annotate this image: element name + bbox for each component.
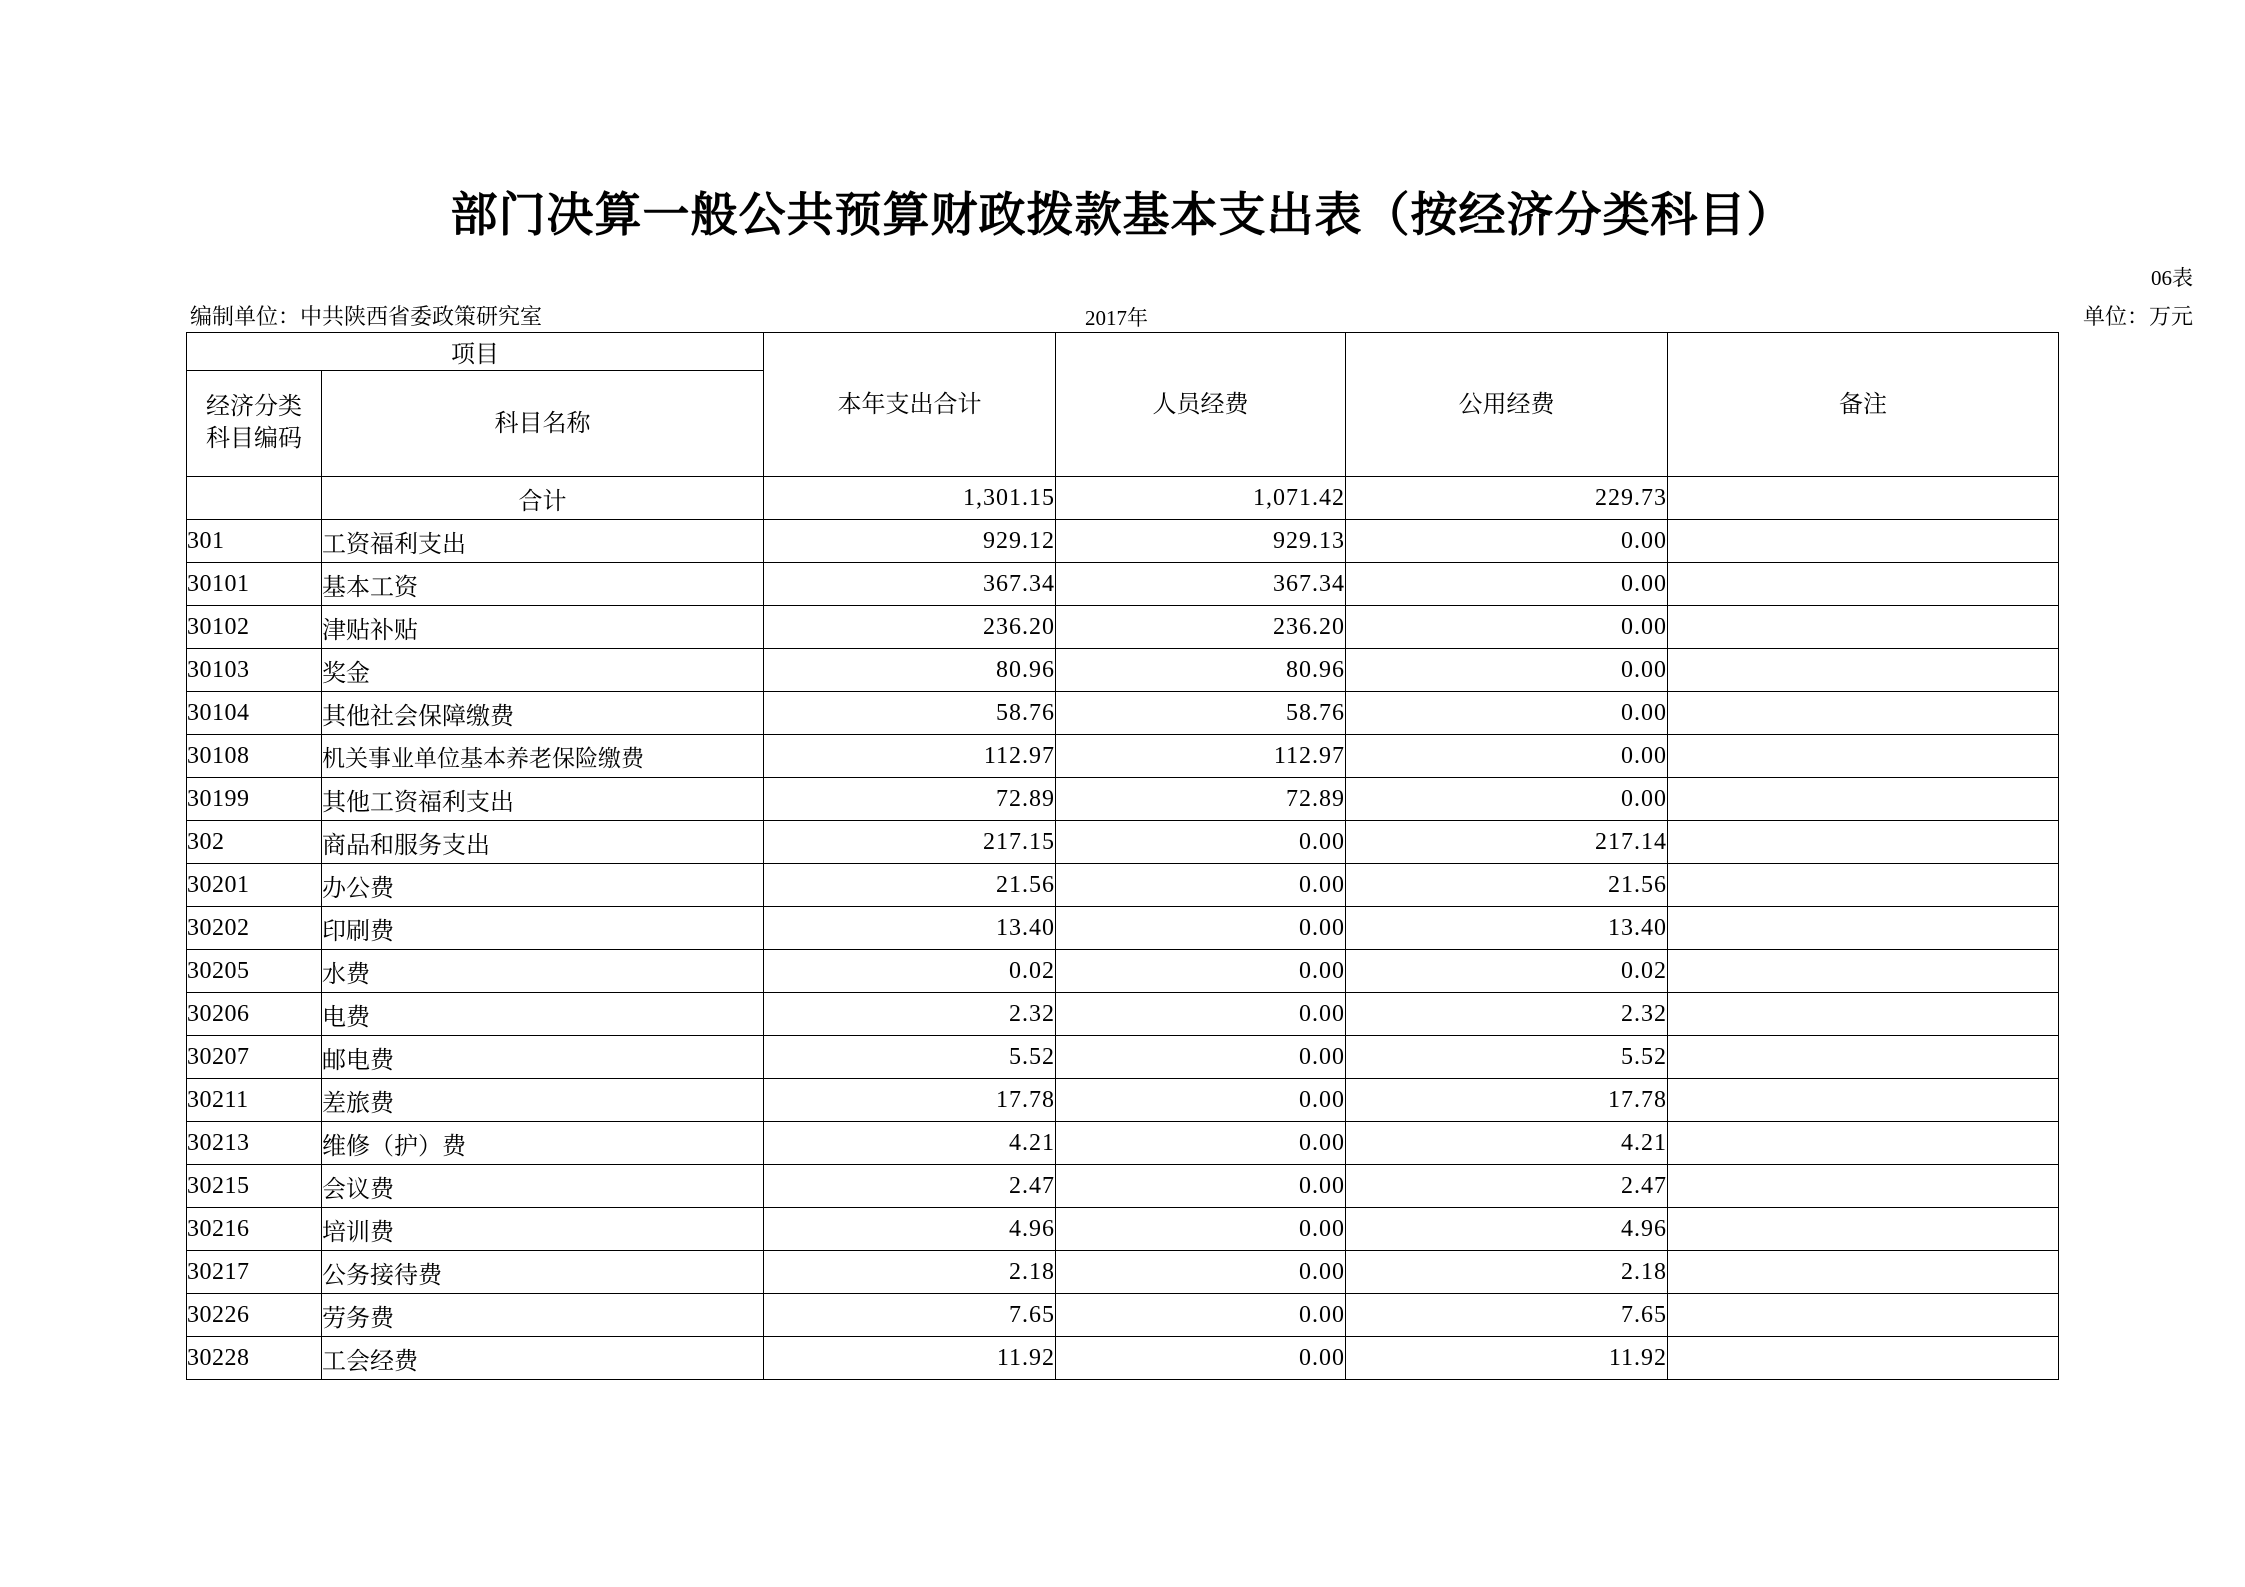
row-personnel: 80.96 bbox=[1056, 649, 1346, 692]
row-public: 17.78 bbox=[1346, 1079, 1668, 1122]
fiscal-year-label: 2017年 bbox=[1085, 306, 1148, 330]
header-code-col bbox=[187, 371, 322, 477]
row-personnel: 0.00 bbox=[1056, 821, 1346, 864]
row-note bbox=[1668, 993, 2059, 1036]
total-row-total: 1,301.15 bbox=[764, 477, 1056, 520]
table-row bbox=[187, 1337, 2059, 1380]
row-public: 5.52 bbox=[1346, 1036, 1668, 1079]
table-row bbox=[187, 1165, 2059, 1208]
row-total: 2.18 bbox=[764, 1251, 1056, 1294]
row-public: 4.96 bbox=[1346, 1208, 1668, 1251]
row-name: 电费 bbox=[322, 993, 764, 1036]
row-public: 0.00 bbox=[1346, 606, 1668, 649]
row-personnel: 72.89 bbox=[1056, 778, 1346, 821]
row-personnel: 0.00 bbox=[1056, 864, 1346, 907]
row-personnel: 367.34 bbox=[1056, 563, 1346, 606]
row-personnel: 0.00 bbox=[1056, 993, 1346, 1036]
amount-unit-label: 单位：万元 bbox=[2082, 304, 2193, 329]
row-name: 基本工资 bbox=[322, 563, 764, 606]
row-personnel: 0.00 bbox=[1056, 1165, 1346, 1208]
row-code: 30217 bbox=[187, 1251, 322, 1294]
row-name: 公务接待费 bbox=[322, 1251, 764, 1294]
row-personnel: 0.00 bbox=[1056, 907, 1346, 950]
table-row bbox=[187, 821, 2059, 864]
sheet-number: 06表 bbox=[2151, 266, 2193, 290]
row-personnel: 58.76 bbox=[1056, 692, 1346, 735]
row-name: 办公费 bbox=[322, 864, 764, 907]
row-name: 培训费 bbox=[322, 1208, 764, 1251]
row-total: 4.96 bbox=[764, 1208, 1056, 1251]
row-name: 水费 bbox=[322, 950, 764, 993]
table-row bbox=[187, 735, 2059, 778]
table-row bbox=[187, 778, 2059, 821]
table-row bbox=[187, 1079, 2059, 1122]
table-row bbox=[187, 563, 2059, 606]
row-personnel: 0.00 bbox=[1056, 950, 1346, 993]
table-row bbox=[187, 692, 2059, 735]
row-total: 0.02 bbox=[764, 950, 1056, 993]
row-public: 0.02 bbox=[1346, 950, 1668, 993]
row-public: 0.00 bbox=[1346, 778, 1668, 821]
total-row-public: 229.73 bbox=[1346, 477, 1668, 520]
header-name-col: 科目名称 bbox=[322, 371, 764, 477]
table-row bbox=[187, 1122, 2059, 1165]
row-personnel: 0.00 bbox=[1056, 1036, 1346, 1079]
row-personnel: 0.00 bbox=[1056, 1208, 1346, 1251]
row-note bbox=[1668, 520, 2059, 563]
row-code: 302 bbox=[187, 821, 322, 864]
row-total: 11.92 bbox=[764, 1337, 1056, 1380]
row-name: 其他工资福利支出 bbox=[322, 778, 764, 821]
row-name: 邮电费 bbox=[322, 1036, 764, 1079]
row-total: 4.21 bbox=[764, 1122, 1056, 1165]
row-name: 差旅费 bbox=[322, 1079, 764, 1122]
row-note bbox=[1668, 950, 2059, 993]
row-personnel: 236.20 bbox=[1056, 606, 1346, 649]
row-code: 30216 bbox=[187, 1208, 322, 1251]
row-code: 301 bbox=[187, 520, 322, 563]
row-code: 30213 bbox=[187, 1122, 322, 1165]
row-total: 5.52 bbox=[764, 1036, 1056, 1079]
row-public: 11.92 bbox=[1346, 1337, 1668, 1380]
row-name: 印刷费 bbox=[322, 907, 764, 950]
table-row bbox=[187, 649, 2059, 692]
row-personnel: 0.00 bbox=[1056, 1337, 1346, 1380]
row-public: 0.00 bbox=[1346, 563, 1668, 606]
row-note bbox=[1668, 606, 2059, 649]
row-note bbox=[1668, 1036, 2059, 1079]
row-note bbox=[1668, 1251, 2059, 1294]
row-public: 13.40 bbox=[1346, 907, 1668, 950]
row-total: 7.65 bbox=[764, 1294, 1056, 1337]
table-row bbox=[187, 864, 2059, 907]
row-public: 0.00 bbox=[1346, 692, 1668, 735]
header-public-col: 公用经费 bbox=[1346, 333, 1668, 477]
row-note bbox=[1668, 649, 2059, 692]
header-note-col: 备注 bbox=[1668, 333, 2059, 477]
row-name: 工会经费 bbox=[322, 1337, 764, 1380]
row-public: 217.14 bbox=[1346, 821, 1668, 864]
row-personnel: 0.00 bbox=[1056, 1122, 1346, 1165]
row-public: 2.32 bbox=[1346, 993, 1668, 1036]
row-code: 30226 bbox=[187, 1294, 322, 1337]
row-code: 30205 bbox=[187, 950, 322, 993]
row-note bbox=[1668, 1165, 2059, 1208]
row-note bbox=[1668, 692, 2059, 735]
row-public: 2.47 bbox=[1346, 1165, 1668, 1208]
row-note bbox=[1668, 907, 2059, 950]
row-public: 4.21 bbox=[1346, 1122, 1668, 1165]
row-name: 会议费 bbox=[322, 1165, 764, 1208]
table-row bbox=[187, 993, 2059, 1036]
row-code: 30207 bbox=[187, 1036, 322, 1079]
total-row-personnel: 1,071.42 bbox=[1056, 477, 1346, 520]
row-total: 72.89 bbox=[764, 778, 1056, 821]
table-row bbox=[187, 907, 2059, 950]
row-note bbox=[1668, 1122, 2059, 1165]
compiling-unit-label: 编制单位：中共陕西省委政策研究室 bbox=[190, 304, 543, 329]
row-note bbox=[1668, 563, 2059, 606]
row-note bbox=[1668, 864, 2059, 907]
row-name: 机关事业单位基本养老保险缴费 bbox=[322, 735, 764, 778]
row-note bbox=[1668, 1208, 2059, 1251]
page-title: 部门决算一般公共预算财政拨款基本支出表（按经济分类科目） bbox=[450, 190, 1795, 242]
row-public: 0.00 bbox=[1346, 520, 1668, 563]
table-row bbox=[187, 1294, 2059, 1337]
table-row bbox=[187, 1251, 2059, 1294]
row-total: 217.15 bbox=[764, 821, 1056, 864]
row-name: 工资福利支出 bbox=[322, 520, 764, 563]
row-total: 58.76 bbox=[764, 692, 1056, 735]
row-note bbox=[1668, 1294, 2059, 1337]
row-code: 30201 bbox=[187, 864, 322, 907]
row-code: 30199 bbox=[187, 778, 322, 821]
row-total: 2.47 bbox=[764, 1165, 1056, 1208]
row-name: 其他社会保障缴费 bbox=[322, 692, 764, 735]
table-row bbox=[187, 606, 2059, 649]
row-note bbox=[1668, 778, 2059, 821]
meta-row bbox=[0, 300, 2245, 330]
row-personnel: 929.13 bbox=[1056, 520, 1346, 563]
header-project-group: 项目 bbox=[187, 333, 764, 371]
row-total: 367.34 bbox=[764, 563, 1056, 606]
row-code: 30206 bbox=[187, 993, 322, 1036]
row-code: 30215 bbox=[187, 1165, 322, 1208]
row-name: 劳务费 bbox=[322, 1294, 764, 1337]
row-code: 30108 bbox=[187, 735, 322, 778]
row-note bbox=[1668, 735, 2059, 778]
row-public: 7.65 bbox=[1346, 1294, 1668, 1337]
row-public: 0.00 bbox=[1346, 735, 1668, 778]
row-public: 2.18 bbox=[1346, 1251, 1668, 1294]
header-personnel-col: 人员经费 bbox=[1056, 333, 1346, 477]
row-personnel: 0.00 bbox=[1056, 1079, 1346, 1122]
row-total: 13.40 bbox=[764, 907, 1056, 950]
table-row bbox=[187, 950, 2059, 993]
table-header-row-1 bbox=[187, 333, 2059, 371]
row-code: 30104 bbox=[187, 692, 322, 735]
row-public: 21.56 bbox=[1346, 864, 1668, 907]
row-total: 236.20 bbox=[764, 606, 1056, 649]
row-code: 30102 bbox=[187, 606, 322, 649]
budget-table bbox=[186, 332, 2059, 1380]
row-name: 维修（护）费 bbox=[322, 1122, 764, 1165]
row-personnel: 112.97 bbox=[1056, 735, 1346, 778]
table-row bbox=[187, 1036, 2059, 1079]
row-name: 津贴补贴 bbox=[322, 606, 764, 649]
row-name: 商品和服务支出 bbox=[322, 821, 764, 864]
row-total: 21.56 bbox=[764, 864, 1056, 907]
row-name: 奖金 bbox=[322, 649, 764, 692]
total-row-name: 合计 bbox=[322, 477, 764, 520]
row-code: 30101 bbox=[187, 563, 322, 606]
row-code: 30228 bbox=[187, 1337, 322, 1380]
table-row bbox=[187, 1208, 2059, 1251]
row-note bbox=[1668, 821, 2059, 864]
row-total: 17.78 bbox=[764, 1079, 1056, 1122]
row-total: 929.12 bbox=[764, 520, 1056, 563]
row-total: 2.32 bbox=[764, 993, 1056, 1036]
row-personnel: 0.00 bbox=[1056, 1251, 1346, 1294]
row-total: 80.96 bbox=[764, 649, 1056, 692]
header-code-col-line2: 科目编码 bbox=[206, 425, 302, 452]
row-code: 30202 bbox=[187, 907, 322, 950]
row-note bbox=[1668, 1079, 2059, 1122]
table-row bbox=[187, 520, 2059, 563]
header-code-col-line1: 经济分类 bbox=[206, 394, 302, 421]
total-row-note bbox=[1668, 477, 2059, 520]
row-total: 112.97 bbox=[764, 735, 1056, 778]
row-note bbox=[1668, 1337, 2059, 1380]
header-total-col: 本年支出合计 bbox=[764, 333, 1056, 477]
row-public: 0.00 bbox=[1346, 649, 1668, 692]
row-personnel: 0.00 bbox=[1056, 1294, 1346, 1337]
row-code: 30211 bbox=[187, 1079, 322, 1122]
table-total-row bbox=[187, 477, 2059, 520]
total-row-code bbox=[187, 477, 322, 520]
row-code: 30103 bbox=[187, 649, 322, 692]
